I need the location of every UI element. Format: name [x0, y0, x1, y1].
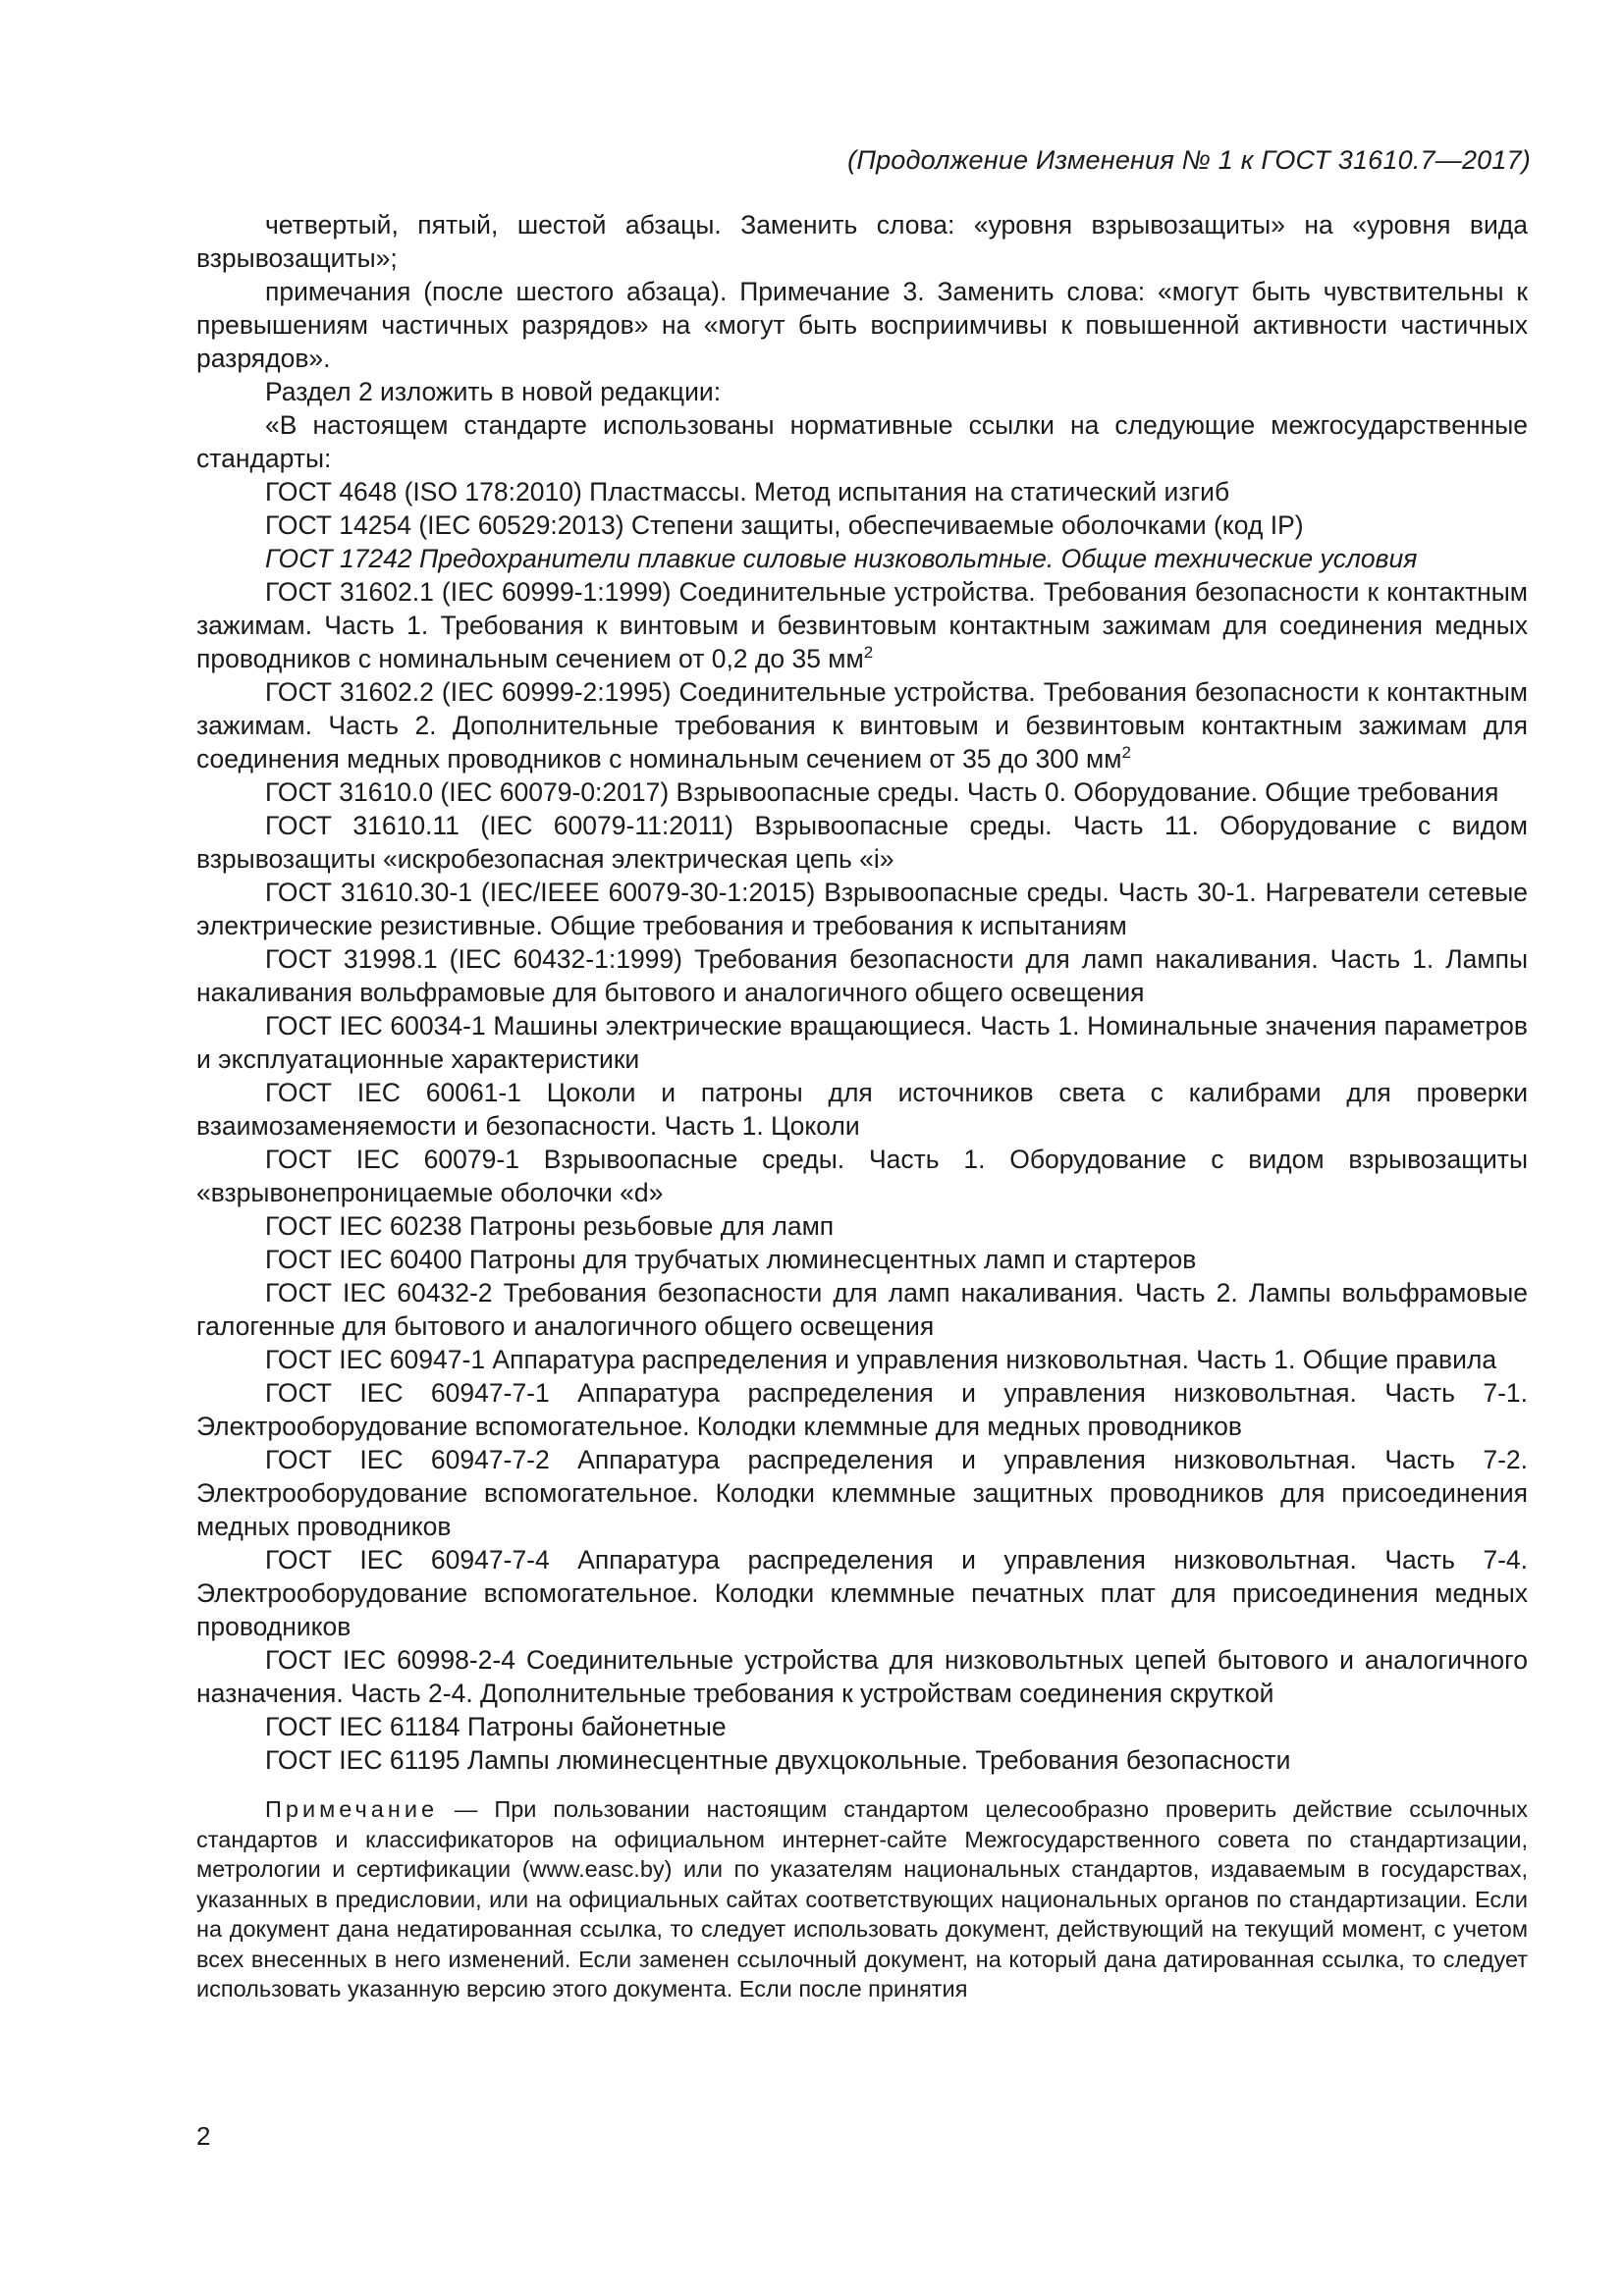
note-paragraph: [196, 1794, 1528, 2004]
reference-item: ГОСТ 4648 (ISO 178:2010) Пластмассы. Метод испытания на статический изгиб: [265, 477, 1230, 507]
continuation-header: (Продолжение Изменения № 1 к ГОСТ 31610.7—2017): [847, 145, 1531, 175]
superscript: 2: [863, 643, 874, 663]
reference-item: ГОСТ IEC 60947-1 Аппаратура распределения и управления низковольтная. Часть 1. Общие правила: [265, 1345, 1497, 1374]
reference-item: ГОСТ IEC 60079-1 Взрывоопасные среды. Часть 1. Оборудование с видом взрывозащиты «взрывонепроницаемые оболочки «d»: [196, 1145, 1528, 1207]
reference-item: ГОСТ IEC 60238 Патроны резьбовые для ламп: [265, 1211, 835, 1241]
reference-item: [196, 575, 1528, 675]
reference-item: ГОСТ IEC 61184 Патроны байонетные: [265, 1712, 727, 1741]
reference-item: ГОСТ 31998.1 (IEC 60432-1:1999) Требования безопасности для ламп накаливания. Часть 1. Лампы накаливания вольфрамовые для бытового и аналогичного общего освещения: [196, 944, 1528, 1007]
paragraph: «В настоящем стандарте использованы нормативные ссылки на следующие межгосударственные стандарты:: [196, 410, 1528, 473]
reference-item: ГОСТ 14254 (IEC 60529:2013) Степени защиты, обеспечиваемые оболочками (код IP): [265, 510, 1304, 540]
document-body: [196, 208, 1528, 2027]
reference-item: ГОСТ IEC 60400 Патроны для трубчатых люминесцентных ламп и стартеров: [265, 1245, 1197, 1274]
reference-item: ГОСТ IEC 60947-7-1 Аппаратура распределения и управления низковольтная. Часть 7-1. Электрооборудование вспомогательное. Колодки клеммные для медных проводников: [196, 1378, 1528, 1441]
reference-item: ГОСТ IEC 60998-2-4 Соединительные устройства для низковольтных цепей бытового и аналогичного назначения. Часть 2-4. Дополнительные требования к устройствам соединения скруткой: [196, 1645, 1528, 1708]
reference-item: ГОСТ IEC 60947-7-4 Аппаратура распределения и управления низковольтная. Часть 7-4. Электрооборудование вспомогательное. Колодки клеммные печатных плат для присоединения медных проводников: [196, 1545, 1528, 1641]
reference-text: ГОСТ 31602.2 (IEC 60999-2:1995) Соединительные устройства. Требования безопасности к контактным зажимам. Часть 2. Дополнительные требования к винтовым и безвинтовым контактным зажимам для соединения медных проводников с номинальным сечением от 35 до 300 мм: [196, 677, 1528, 774]
reference-item-italic: ГОСТ 17242 Предохранители плавкие силовые низковольтные. Общие технические условия: [265, 544, 1418, 573]
paragraph: примечания (после шестого абзаца). Примечание 3. Заменить слова: «могут быть чувствительны к превышениям частичных разрядов» на «могут быть восприимчивы к повышенной активности частичных разрядов».: [196, 277, 1528, 373]
page-number: 2: [196, 2121, 211, 2151]
reference-item: ГОСТ 31610.11 (IEC 60079-11:2011) Взрывоопасные среды. Часть 11. Оборудование с видом взрывозащиты «искробезопасная электрическая цепь «i»: [196, 811, 1528, 874]
note-label: Примечание: [265, 1796, 439, 1822]
paragraph: Раздел 2 изложить в новой редакции:: [265, 377, 722, 406]
superscript: 2: [1121, 743, 1131, 763]
reference-item: ГОСТ 31610.0 (IEC 60079-0:2017) Взрывоопасные среды. Часть 0. Оборудование. Общие требования: [265, 777, 1499, 807]
reference-item: ГОСТ IEC 60947-7-2 Аппаратура распределения и управления низковольтная. Часть 7-2. Электрооборудование вспомогательное. Колодки клеммные защитных проводников для присоединения медных проводников: [196, 1445, 1528, 1541]
reference-item: ГОСТ IEC 61195 Лампы люминесцентные двухцокольные. Требования безопасности: [265, 1745, 1291, 1775]
reference-text: ГОСТ 31602.1 (IEC 60999-1:1999) Соединительные устройства. Требования безопасности к контактным зажимам. Часть 1. Требования к винтовым и безвинтовым контактным зажимам для соединения медных проводников с номинальным сечением от 0,2 до 35 мм: [196, 577, 1528, 673]
paragraph: четвертый, пятый, шестой абзацы. Заменить слова: «уровня взрывозащиты» на «уровня вида взрывозащиты»;: [196, 210, 1528, 273]
reference-item: ГОСТ 31610.30-1 (IEC/IEEE 60079-30-1:2015) Взрывоопасные среды. Часть 30-1. Нагреватели сетевые электрические резистивные. Общие требования и требования к испытаниям: [196, 878, 1528, 940]
reference-item: ГОСТ IEC 60061-1 Цоколи и патроны для источников света с калибрами для проверки взаимозаменяемости и безопасности. Часть 1. Цоколи: [196, 1078, 1528, 1141]
reference-item: ГОСТ IEC 60432-2 Требования безопасности для ламп накаливания. Часть 2. Лампы вольфрамовые галогенные для бытового и аналогичного общего освещения: [196, 1278, 1528, 1341]
reference-item: ГОСТ IEC 60034-1 Машины электрические вращающиеся. Часть 1. Номинальные значения параметров и эксплуатационные характеристики: [196, 1011, 1528, 1074]
reference-item: [196, 675, 1528, 775]
note-text: — При пользовании настоящим стандартом целесообразно проверить действие ссылочных стандартов и классификаторов на официальном интернет-сайте Межгосударственного совета по стандартизации, метрологии и сертификации (www.easc.by) или по указателям национальных стандартов, издаваемым в государствах, указанных в предисловии, или на официальных сайтах соответствующих национальных органов по стандартизации. Если на документ дана недатированная ссылка, то следует использовать документ, действующий на текущий момент, с учетом всех внесенных в него изменений. Если заменен ссылочный документ, на который дана датированная ссылка, то следует использовать указанную версию этого документа. Если после принятия: [196, 1796, 1528, 2002]
